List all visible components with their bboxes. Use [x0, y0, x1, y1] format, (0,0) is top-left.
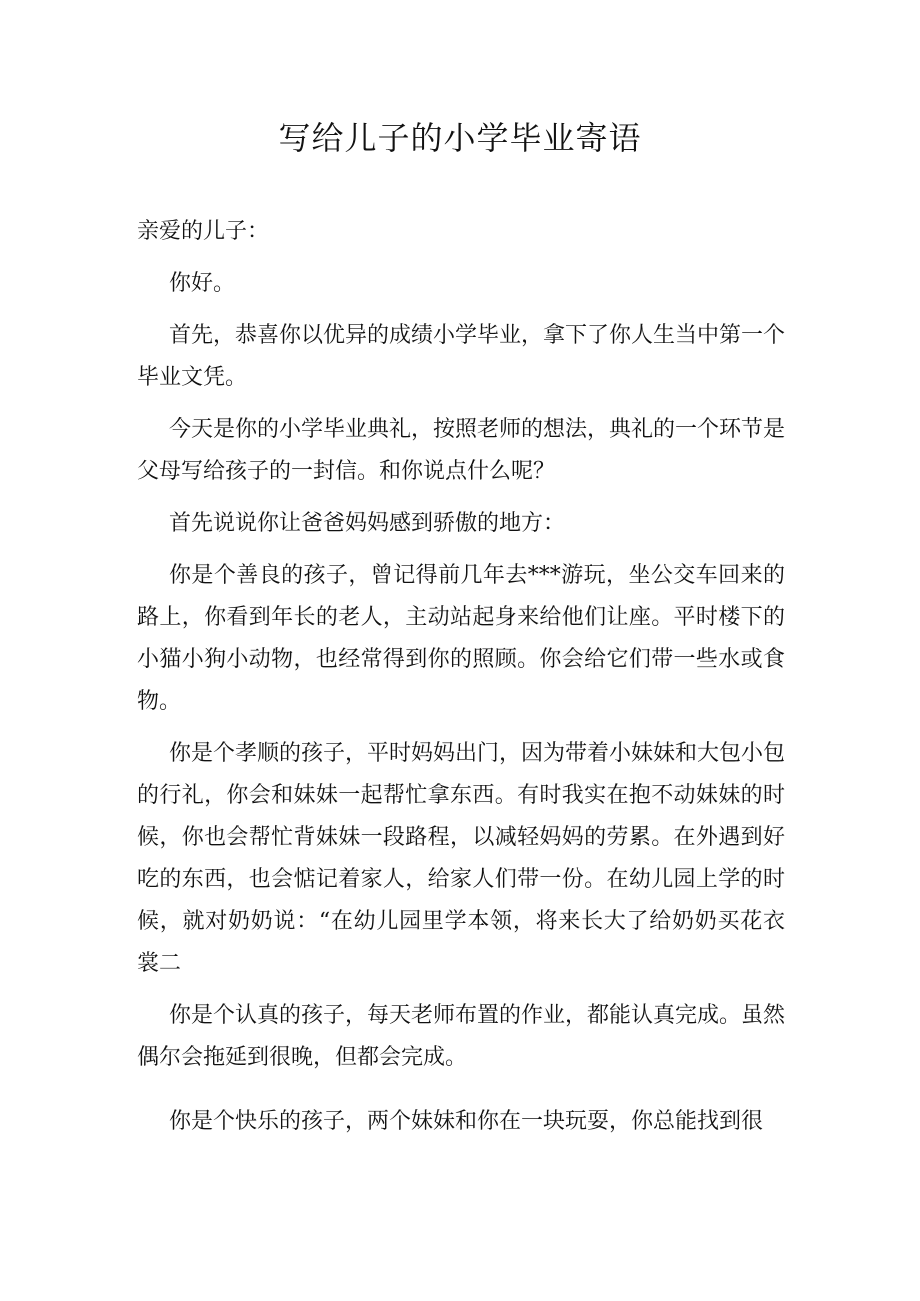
- paragraph: 首先，恭喜你以优异的成绩小学毕业，拿下了你人生当中第一个毕业文凭。: [137, 323, 786, 390]
- paragraph: 今天是你的小学毕业典礼，按照老师的想法，典礼的一个环节是父母写给孩子的一封信。和你说点什么呢？: [137, 417, 786, 484]
- paragraph: 首先说说你让爸爸妈妈感到骄傲的地方：: [169, 511, 566, 536]
- paragraph: 你是个快乐的孩子，两个妹妹和你在一块玩耍，你总能找到很: [169, 1109, 764, 1134]
- paragraph: 你是个善良的孩子，曾记得前几年去***游玩，坐公交车回来的路上，你看到年长的老人，主动站起身来给他们让座。平时楼下的小猫小狗小动物，也经常得到你的照顾。你会给它们带一些水或食物。: [137, 563, 785, 714]
- paragraph: 你好。: [169, 271, 236, 296]
- paragraph: 你是个孝顺的孩子，平时妈妈出门，因为带着小妹妹和大包小包的行礼，你会和妹妹一起帮忙拿东西。有时我实在抱不动妹妹的时候，你也会帮忙背妹妹一段路程，以减轻妈妈的劳累。在外遇到好吃的东西，也会惦记着家人，给家人们带一份。在幼儿园上学的时候，就对奶奶说：“在幼儿园里学本领，将来长大了给奶奶买花衣裳二: [137, 741, 786, 976]
- paragraph: 你是个认真的孩子，每天老师布置的作业，都能认真完成。虽然偶尔会拖延到很晚，但都会完成。: [137, 1003, 786, 1070]
- document-title: 写给儿子的小学毕业寄语: [278, 119, 642, 157]
- salutation: 亲爱的儿子：: [137, 219, 270, 244]
- document-body: [137, 211, 785, 1143]
